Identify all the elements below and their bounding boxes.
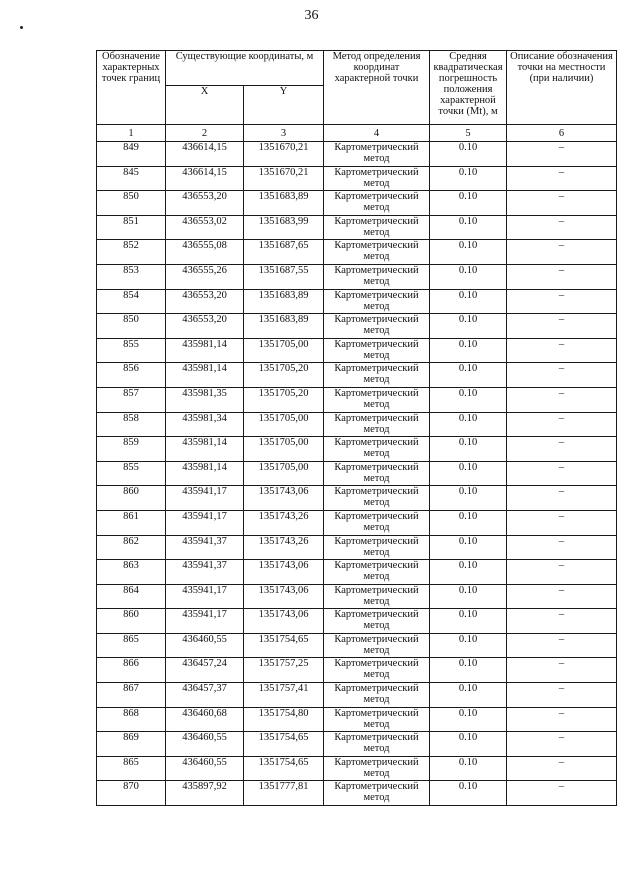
y-coordinate-cell: 1351754,65 <box>244 732 324 757</box>
description-cell: – <box>507 191 617 216</box>
point-cell: 865 <box>97 756 166 781</box>
y-coordinate-cell: 1351683,99 <box>244 215 324 240</box>
y-coordinate-cell: 1351754,65 <box>244 633 324 658</box>
point-cell: 865 <box>97 633 166 658</box>
header-method: Метод определения координат характерной точки <box>324 51 430 125</box>
y-coordinate-cell: 1351687,65 <box>244 240 324 265</box>
description-cell: – <box>507 683 617 708</box>
table-row <box>97 535 617 560</box>
y-coordinate-cell: 1351757,25 <box>244 658 324 683</box>
accuracy-cell: 0.10 <box>430 264 507 289</box>
point-cell: 860 <box>97 486 166 511</box>
x-coordinate-cell: 435981,35 <box>166 387 244 412</box>
point-cell: 855 <box>97 461 166 486</box>
method-cell: Картометрический метод <box>324 683 430 708</box>
table-row <box>97 658 617 683</box>
description-cell: – <box>507 732 617 757</box>
method-cell: Картометрический метод <box>324 412 430 437</box>
description-cell: – <box>507 658 617 683</box>
y-coordinate-cell: 1351705,00 <box>244 437 324 462</box>
header-x: X <box>166 86 244 125</box>
column-number-6: 6 <box>507 125 617 142</box>
x-coordinate-cell: 436614,15 <box>166 166 244 191</box>
method-cell: Картометрический метод <box>324 658 430 683</box>
x-coordinate-cell: 436457,37 <box>166 683 244 708</box>
table-row <box>97 363 617 388</box>
x-coordinate-cell: 436460,55 <box>166 732 244 757</box>
description-cell: – <box>507 584 617 609</box>
description-cell: – <box>507 289 617 314</box>
method-cell: Картометрический метод <box>324 314 430 339</box>
point-cell: 855 <box>97 338 166 363</box>
x-coordinate-cell: 436553,02 <box>166 215 244 240</box>
point-cell: 853 <box>97 264 166 289</box>
x-coordinate-cell: 435941,37 <box>166 560 244 585</box>
coordinates-table <box>96 50 617 806</box>
description-cell: – <box>507 215 617 240</box>
description-cell: – <box>507 535 617 560</box>
method-cell: Картометрический метод <box>324 215 430 240</box>
method-cell: Картометрический метод <box>324 633 430 658</box>
y-coordinate-cell: 1351705,00 <box>244 412 324 437</box>
method-cell: Картометрический метод <box>324 338 430 363</box>
point-cell: 852 <box>97 240 166 265</box>
table-row <box>97 609 617 634</box>
description-cell: – <box>507 314 617 339</box>
method-cell: Картометрический метод <box>324 756 430 781</box>
accuracy-cell: 0.10 <box>430 781 507 806</box>
accuracy-cell: 0.10 <box>430 707 507 732</box>
method-cell: Картометрический метод <box>324 584 430 609</box>
point-cell: 868 <box>97 707 166 732</box>
column-number-3: 3 <box>244 125 324 142</box>
scan-dot <box>20 26 23 29</box>
table-row <box>97 142 617 167</box>
point-cell: 856 <box>97 363 166 388</box>
y-coordinate-cell: 1351683,89 <box>244 191 324 216</box>
description-cell: – <box>507 486 617 511</box>
y-coordinate-cell: 1351757,41 <box>244 683 324 708</box>
method-cell: Картометрический метод <box>324 781 430 806</box>
point-cell: 857 <box>97 387 166 412</box>
y-coordinate-cell: 1351777,81 <box>244 781 324 806</box>
point-cell: 867 <box>97 683 166 708</box>
description-cell: – <box>507 781 617 806</box>
table-row <box>97 560 617 585</box>
table-row <box>97 683 617 708</box>
y-coordinate-cell: 1351754,80 <box>244 707 324 732</box>
header-y: Y <box>244 86 324 125</box>
method-cell: Картометрический метод <box>324 609 430 634</box>
column-number-2: 2 <box>166 125 244 142</box>
method-cell: Картометрический метод <box>324 510 430 535</box>
x-coordinate-cell: 435981,34 <box>166 412 244 437</box>
y-coordinate-cell: 1351743,06 <box>244 486 324 511</box>
point-cell: 858 <box>97 412 166 437</box>
table-row <box>97 215 617 240</box>
header-accuracy: Средняя квадратическая погрешность положения характерной точки (Mt), м <box>430 51 507 125</box>
x-coordinate-cell: 436457,24 <box>166 658 244 683</box>
method-cell: Картометрический метод <box>324 732 430 757</box>
accuracy-cell: 0.10 <box>430 560 507 585</box>
point-cell: 850 <box>97 314 166 339</box>
point-cell: 851 <box>97 215 166 240</box>
accuracy-cell: 0.10 <box>430 191 507 216</box>
y-coordinate-cell: 1351705,00 <box>244 461 324 486</box>
x-coordinate-cell: 435941,17 <box>166 609 244 634</box>
y-coordinate-cell: 1351705,00 <box>244 338 324 363</box>
header-description: Описание обозначения точки на местности (при наличии) <box>507 51 617 125</box>
y-coordinate-cell: 1351743,06 <box>244 584 324 609</box>
method-cell: Картометрический метод <box>324 535 430 560</box>
table-row <box>97 191 617 216</box>
accuracy-cell: 0.10 <box>430 363 507 388</box>
table-row <box>97 289 617 314</box>
table-row <box>97 264 617 289</box>
accuracy-cell: 0.10 <box>430 437 507 462</box>
y-coordinate-cell: 1351670,21 <box>244 142 324 167</box>
accuracy-cell: 0.10 <box>430 732 507 757</box>
description-cell: – <box>507 633 617 658</box>
point-cell: 850 <box>97 191 166 216</box>
table-row <box>97 314 617 339</box>
y-coordinate-cell: 1351683,89 <box>244 314 324 339</box>
table-row <box>97 633 617 658</box>
description-cell: – <box>507 756 617 781</box>
method-cell: Картометрический метод <box>324 486 430 511</box>
description-cell: – <box>507 560 617 585</box>
x-coordinate-cell: 436460,55 <box>166 633 244 658</box>
point-cell: 861 <box>97 510 166 535</box>
table-row <box>97 166 617 191</box>
table-row <box>97 707 617 732</box>
table-row <box>97 338 617 363</box>
method-cell: Картометрический метод <box>324 191 430 216</box>
point-cell: 863 <box>97 560 166 585</box>
method-cell: Картометрический метод <box>324 264 430 289</box>
point-cell: 866 <box>97 658 166 683</box>
point-cell: 870 <box>97 781 166 806</box>
x-coordinate-cell: 435941,17 <box>166 510 244 535</box>
accuracy-cell: 0.10 <box>430 215 507 240</box>
accuracy-cell: 0.10 <box>430 461 507 486</box>
accuracy-cell: 0.10 <box>430 289 507 314</box>
table-row <box>97 732 617 757</box>
method-cell: Картометрический метод <box>324 437 430 462</box>
method-cell: Картометрический метод <box>324 560 430 585</box>
description-cell: – <box>507 363 617 388</box>
x-coordinate-cell: 435897,92 <box>166 781 244 806</box>
description-cell: – <box>507 166 617 191</box>
description-cell: – <box>507 707 617 732</box>
accuracy-cell: 0.10 <box>430 412 507 437</box>
accuracy-cell: 0.10 <box>430 633 507 658</box>
method-cell: Картометрический метод <box>324 707 430 732</box>
accuracy-cell: 0.10 <box>430 658 507 683</box>
point-cell: 862 <box>97 535 166 560</box>
y-coordinate-cell: 1351705,20 <box>244 363 324 388</box>
x-coordinate-cell: 436553,20 <box>166 314 244 339</box>
description-cell: – <box>507 609 617 634</box>
x-coordinate-cell: 436555,26 <box>166 264 244 289</box>
accuracy-cell: 0.10 <box>430 584 507 609</box>
y-coordinate-cell: 1351743,26 <box>244 535 324 560</box>
column-number-5: 5 <box>430 125 507 142</box>
x-coordinate-cell: 436460,55 <box>166 756 244 781</box>
table-row <box>97 510 617 535</box>
description-cell: – <box>507 387 617 412</box>
accuracy-cell: 0.10 <box>430 609 507 634</box>
y-coordinate-cell: 1351683,89 <box>244 289 324 314</box>
x-coordinate-cell: 436614,15 <box>166 142 244 167</box>
header-point-designation: Обозначение характерных точек границ <box>97 51 166 125</box>
accuracy-cell: 0.10 <box>430 240 507 265</box>
table-row <box>97 461 617 486</box>
x-coordinate-cell: 435941,17 <box>166 584 244 609</box>
method-cell: Картометрический метод <box>324 240 430 265</box>
x-coordinate-cell: 435981,14 <box>166 363 244 388</box>
y-coordinate-cell: 1351754,65 <box>244 756 324 781</box>
table-row <box>97 756 617 781</box>
description-cell: – <box>507 412 617 437</box>
y-coordinate-cell: 1351743,06 <box>244 560 324 585</box>
y-coordinate-cell: 1351743,06 <box>244 609 324 634</box>
x-coordinate-cell: 435981,14 <box>166 437 244 462</box>
method-cell: Картометрический метод <box>324 461 430 486</box>
method-cell: Картометрический метод <box>324 166 430 191</box>
header-existing-coordinates: Существующие координаты, м <box>166 51 324 86</box>
table-row <box>97 584 617 609</box>
accuracy-cell: 0.10 <box>430 166 507 191</box>
point-cell: 864 <box>97 584 166 609</box>
column-number-4: 4 <box>324 125 430 142</box>
x-coordinate-cell: 436460,68 <box>166 707 244 732</box>
y-coordinate-cell: 1351705,20 <box>244 387 324 412</box>
method-cell: Картометрический метод <box>324 142 430 167</box>
description-cell: – <box>507 437 617 462</box>
table-row <box>97 486 617 511</box>
description-cell: – <box>507 240 617 265</box>
accuracy-cell: 0.10 <box>430 387 507 412</box>
accuracy-cell: 0.10 <box>430 535 507 560</box>
table-row <box>97 240 617 265</box>
x-coordinate-cell: 435981,14 <box>166 338 244 363</box>
x-coordinate-cell: 436553,20 <box>166 289 244 314</box>
table-body <box>97 142 617 806</box>
table-row <box>97 437 617 462</box>
x-coordinate-cell: 436555,08 <box>166 240 244 265</box>
point-cell: 845 <box>97 166 166 191</box>
point-cell: 869 <box>97 732 166 757</box>
accuracy-cell: 0.10 <box>430 756 507 781</box>
table-row <box>97 387 617 412</box>
method-cell: Картометрический метод <box>324 289 430 314</box>
y-coordinate-cell: 1351743,26 <box>244 510 324 535</box>
y-coordinate-cell: 1351687,55 <box>244 264 324 289</box>
point-cell: 854 <box>97 289 166 314</box>
accuracy-cell: 0.10 <box>430 338 507 363</box>
x-coordinate-cell: 435941,37 <box>166 535 244 560</box>
description-cell: – <box>507 338 617 363</box>
table-row <box>97 412 617 437</box>
accuracy-cell: 0.10 <box>430 142 507 167</box>
page-number: 36 <box>304 8 319 23</box>
accuracy-cell: 0.10 <box>430 510 507 535</box>
point-cell: 860 <box>97 609 166 634</box>
table-row <box>97 781 617 806</box>
accuracy-cell: 0.10 <box>430 486 507 511</box>
accuracy-cell: 0.10 <box>430 314 507 339</box>
accuracy-cell: 0.10 <box>430 683 507 708</box>
x-coordinate-cell: 435981,14 <box>166 461 244 486</box>
y-coordinate-cell: 1351670,21 <box>244 166 324 191</box>
method-cell: Картометрический метод <box>324 363 430 388</box>
x-coordinate-cell: 436553,20 <box>166 191 244 216</box>
point-cell: 859 <box>97 437 166 462</box>
point-cell: 849 <box>97 142 166 167</box>
description-cell: – <box>507 264 617 289</box>
method-cell: Картометрический метод <box>324 387 430 412</box>
x-coordinate-cell: 435941,17 <box>166 486 244 511</box>
column-number-1: 1 <box>97 125 166 142</box>
description-cell: – <box>507 461 617 486</box>
description-cell: – <box>507 142 617 167</box>
description-cell: – <box>507 510 617 535</box>
